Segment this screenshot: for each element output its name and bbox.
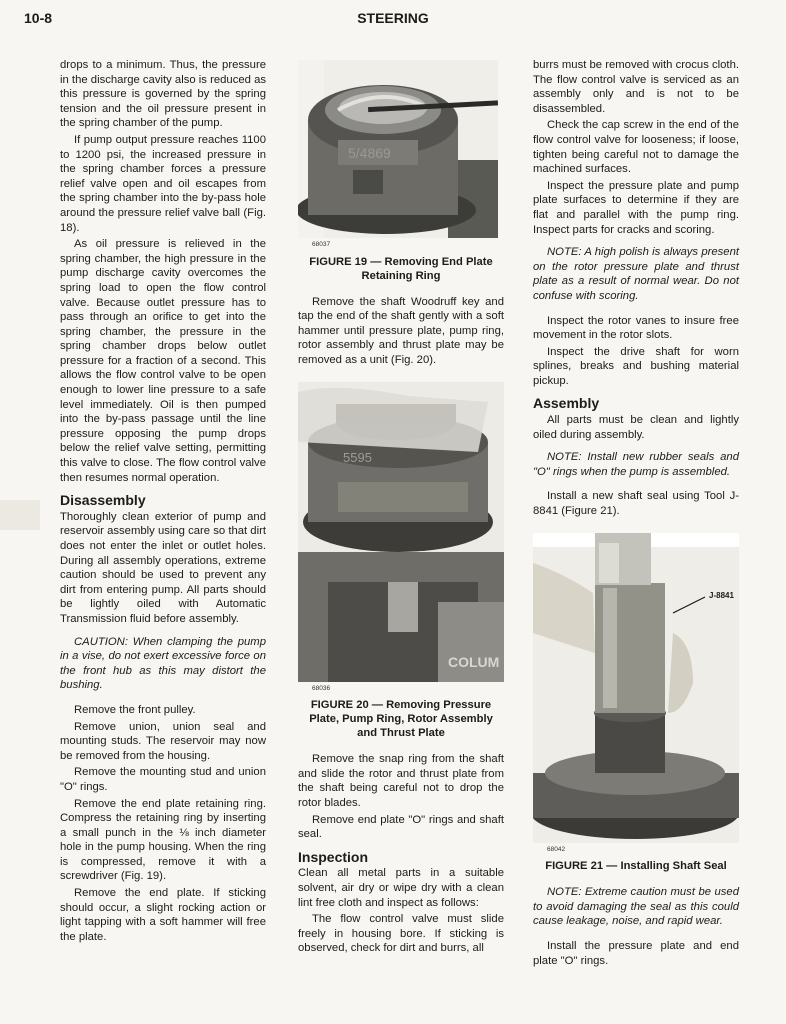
figure-20-caption: FIGURE 20 — Removing Pressure Plate, Pump Ring, Rotor Assembly and Thrust Plate: [309, 699, 493, 740]
svg-text:5595: 5595: [343, 449, 372, 465]
pump-vise-illustration: [298, 382, 504, 682]
paragraph: All parts must be clean and lightly oiled during assembly.: [533, 414, 739, 441]
step: Remove the end plate. If sticking should occur, a slight rocking action or light tapping with a soft hammer will free the plate.: [60, 887, 266, 943]
svg-text:5/4869: 5/4869: [348, 145, 391, 161]
heading-disassembly: Disassembly: [60, 492, 146, 509]
paragraph: The flow control valve must slide freely in housing bore. If sticking is observed, check for dirt and burrs, all: [298, 913, 504, 955]
step: Remove the mounting stud and union "O" rings.: [60, 766, 266, 793]
step: Remove the front pulley.: [74, 703, 196, 716]
column-1: [60, 58, 266, 946]
heading-assembly: Assembly: [533, 395, 600, 412]
paragraph: Clean all metal parts in a suitable solvent, air dry or wipe dry with a clean lint free cloth and inspect as follows:: [298, 867, 504, 909]
paragraph: Thoroughly clean exterior of pump and reservoir assembly using care so that dirt does not enter the inlet or outlet holes. During all assembly operations, extreme caution should be used to prevent any dirt from entering pump. All parts should be lightly oiled with Automatic Transmission fluid before assembly.: [60, 510, 266, 625]
note: NOTE: Install new rubber seals and "O" rings when the pump is assembled.: [533, 451, 739, 478]
paragraph: If pump output pressure reaches 1100 to 1200 psi, the increased pressure in the spring chamber forces a pressure relief valve open and oil escapes from the spring chamber into the by-pass hole around the pressure relief valve ball (Fig. 18).: [60, 133, 266, 234]
paragraph: Remove the snap ring from the shaft and slide the rotor and thrust plate from the shaft being careful not to drop the rotor blades.: [298, 753, 504, 809]
paragraph: Install a new shaft seal using Tool J-8841 (Figure 21).: [533, 490, 739, 518]
paragraph: Install the pressure plate and end plate "O" rings.: [533, 940, 739, 967]
paragraph: burrs must be removed with crocus cloth. The flow control valve is serviced as an assembly only and is not to be disassembled.: [533, 59, 739, 115]
paragraph: Inspect the drive shaft for worn splines, breaks and bushing material pickup.: [533, 345, 739, 387]
vise-stamp-text: COLUM: [448, 653, 500, 670]
figure-20-photo: [298, 382, 504, 682]
note: NOTE: Extreme caution must be used to avoid damaging the seal as this could cause leakage, noise, and rapid wear.: [533, 886, 739, 928]
paragraph: Check the cap screw in the end of the flow control valve for looseness; if loose, tighten being careful not to damage the machined surfaces.: [533, 119, 739, 176]
figure-21-caption: FIGURE 21 — Installing Shaft Seal: [545, 860, 727, 873]
column-3: [533, 58, 739, 970]
step: Remove union, union seal and mounting studs. The reservoir may now be removed from the housing.: [60, 720, 266, 762]
figure-21-number: 68042: [547, 845, 566, 853]
paragraph: Remove end plate "O" rings and shaft seal.: [298, 813, 504, 841]
figure-19-photo: [298, 60, 498, 238]
page-edge-tab: [0, 500, 40, 530]
section-title: STEERING: [357, 10, 429, 26]
paragraph: drops to a minimum. Thus, the pressure in the discharge cavity also is reduced as this pressure is governed by the spring tension and the oil pressure present in the spring chamber of the pump.: [60, 59, 266, 130]
tool-label: J-8841: [709, 590, 734, 600]
figure-21-photo: [533, 533, 739, 843]
paragraph: Inspect the pressure plate and pump plate surfaces to determine if they are flat and parallel with the pump ring. Inspect parts for cracks and scoring.: [533, 179, 739, 236]
paragraph: As oil pressure is relieved in the spring chamber, the high pressure in the pump discharge cavity overcomes the spring load to open the flow control valve. Because outlet pressure has to pass through an orifice to get into the spring chamber, the pressure in the spring chamber drops below outlet pressure for a fraction of a second. This allows the flow control valve to be open enough to lower line pressure to a safe level immediately. Oil is then pumped into the by-pass passage until the line pressure opposing the pump drops below the relief valve setting, permitting this valve to close. The flow control valve then resumes normal operation.: [60, 238, 266, 484]
figure-19-caption: FIGURE 19 — Removing End Plate Retaining Ring: [309, 255, 493, 282]
figure-19-number: 68037: [312, 241, 331, 248]
paragraph: Remove the shaft Woodruff key and tap the end of the shaft gently with a soft hammer until pressure plate, pump ring, rotor assembly and thrust plate may be removed as a unit (Fig. 20).: [298, 295, 504, 366]
caution-note: CAUTION: When clamping the pump in a vise, do not exert excessive force on the front hub as this may distort the bushing.: [60, 635, 266, 692]
seal-tool-illustration: [533, 533, 739, 843]
step: Remove the end plate retaining ring. Compress the retaining ring by inserting a small punch in the ⅛ inch diameter hole in the pump housing. When the ring is compressed, remove it with a screwdriver (Fig. 19).: [60, 797, 266, 883]
heading-inspection: Inspection: [298, 848, 369, 865]
page-number: 10-8: [24, 10, 53, 26]
figure-20-number: 68036: [312, 684, 331, 692]
note: NOTE: A high polish is always present on the rotor pressure plate and thrust plate as a result of normal wear. Do not confuse with scoring.: [533, 246, 739, 302]
column-2: [298, 60, 504, 958]
paragraph: Inspect the rotor vanes to insure free movement in the rotor slots.: [533, 314, 739, 342]
pump-end-plate-illustration: [298, 60, 498, 238]
